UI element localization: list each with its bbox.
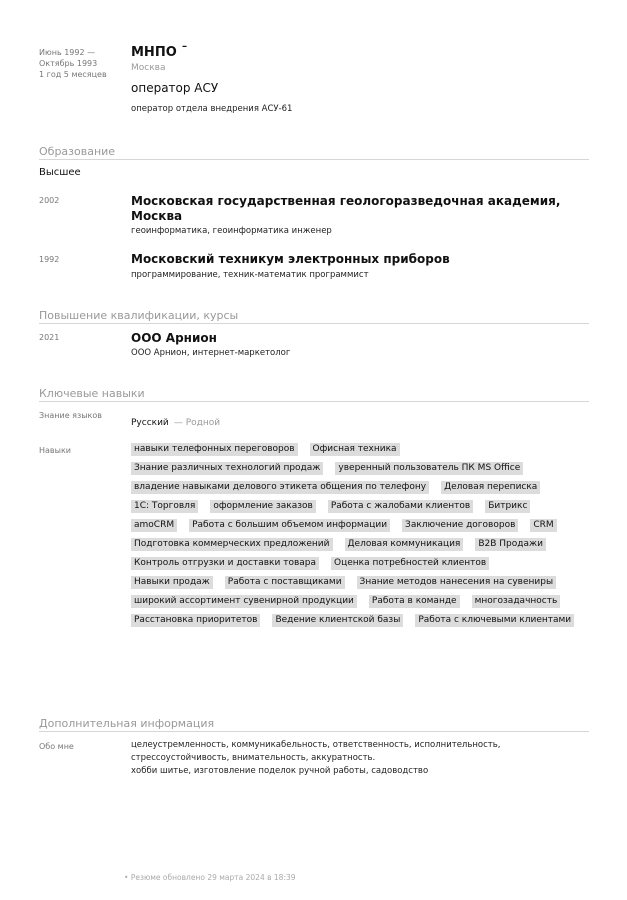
additional-section-title: Дополнительная информация — [39, 717, 215, 730]
experience-company: МНПО ˉ — [131, 45, 188, 60]
experience-period-start: Июнь 1992 — — [39, 48, 96, 57]
experience-city: Москва — [131, 63, 166, 73]
skill-tag: оформление заказов — [210, 500, 315, 513]
experience-description: оператор отдела внедрения АСУ-61 — [131, 104, 293, 114]
skill-tag: уверенный пользователь ПК MS Office — [335, 462, 523, 475]
skill-tag: B2B Продажи — [475, 538, 546, 551]
skill-tag: Подготовка коммерческих предложений — [131, 538, 333, 551]
about-line: целеустремленность, коммуникабельность, ответственность, исполнительность, — [131, 740, 501, 750]
about-line: стрессоустойчивость, внимательность, аккуратность. — [131, 753, 376, 763]
education-year: 2002 — [39, 196, 60, 205]
education-level: Высшее — [39, 167, 81, 178]
skill-tag: Работа с поставщиками — [225, 576, 345, 589]
skill-tag: CRM — [530, 519, 556, 532]
language-entry — [131, 410, 220, 429]
skill-tag: Работа с ключевыми клиентами — [415, 614, 574, 627]
skill-tag: Работа в команде — [369, 595, 460, 608]
skill-tag: Деловая переписка — [441, 481, 540, 494]
education-title-line: Москва — [131, 209, 183, 223]
education-title-line: Московская государственная геологоразведочная академия, — [131, 194, 561, 208]
skills-label: Навыки — [39, 446, 71, 455]
skill-tag: Работа с большим объемом информации — [189, 519, 390, 532]
languages-label: Знание языков — [39, 411, 102, 420]
skill-tag: amoCRM — [131, 519, 177, 532]
skill-tag: Расстановка приоритетов — [131, 614, 260, 627]
skill-tag: Ведение клиентской базы — [272, 614, 403, 627]
skill-tag: Заключение договоров — [402, 519, 518, 532]
course-title: ООО Арнион — [131, 331, 217, 345]
skill-tag: Контроль отгрузки и доставки товара — [131, 557, 319, 570]
skill-tag: Деловая коммуникация — [345, 538, 464, 551]
skill-tag: владение навыками делового этикета общения по телефону — [131, 481, 429, 494]
education-subtitle: программирование, техник-математик программист — [131, 270, 369, 280]
education-title — [131, 194, 560, 224]
skill-tag: Знание различных технологий продаж — [131, 462, 323, 475]
course-year: 2021 — [39, 333, 60, 342]
about-line: хобби шитье, изготовление поделок ручной работы, садоводство — [131, 766, 429, 776]
skills-divider — [39, 401, 589, 402]
education-year: 1992 — [39, 255, 60, 264]
experience-position: оператор АСУ — [131, 81, 219, 95]
resume-updated-footer — [124, 873, 296, 882]
skill-tag: многозадачность — [472, 595, 561, 608]
skills-section-title: Ключевые навыки — [39, 387, 145, 400]
skill-tag: Офисная техника — [310, 443, 400, 456]
courses-section-title: Повышение квалификации, курсы — [39, 309, 239, 322]
courses-divider — [39, 323, 589, 324]
bullet-icon: • — [124, 873, 129, 882]
experience-period-end: Октябрь 1993 — [39, 59, 98, 68]
skill-tag: Навыки продаж — [131, 576, 213, 589]
skill-tag: широкий ассортимент сувенирной продукции — [131, 595, 357, 608]
education-section-title: Образование — [39, 145, 116, 158]
language-level: — Родной — [173, 418, 221, 428]
skill-tag: навыки телефонных переговоров — [131, 443, 298, 456]
skills-tag-list — [131, 443, 591, 633]
resume-updated-text: Резюме обновлено 29 марта 2024 в 18:39 — [130, 873, 296, 882]
education-title: Московский техникум электронных приборов — [131, 252, 450, 266]
education-subtitle: геоинформатика, геоинформатика инженер — [131, 226, 332, 236]
skill-tag: Знание методов нанесения на сувениры — [357, 576, 557, 589]
skill-tag: Оценка потребностей клиентов — [331, 557, 489, 570]
experience-duration: 1 год 5 месяцев — [39, 70, 107, 79]
about-label: Обо мне — [39, 742, 74, 751]
course-subtitle: ООО Арнион, интернет-маркетолог — [131, 348, 291, 358]
additional-divider — [39, 731, 589, 732]
skill-tag: 1С: Торговля — [131, 500, 198, 513]
skill-tag: Работа с жалобами клиентов — [328, 500, 473, 513]
education-divider — [39, 159, 589, 160]
language-name: Русский — [131, 418, 169, 428]
about-text — [131, 739, 500, 778]
skill-tag: Битрикс — [485, 500, 530, 513]
experience-period — [39, 47, 107, 80]
